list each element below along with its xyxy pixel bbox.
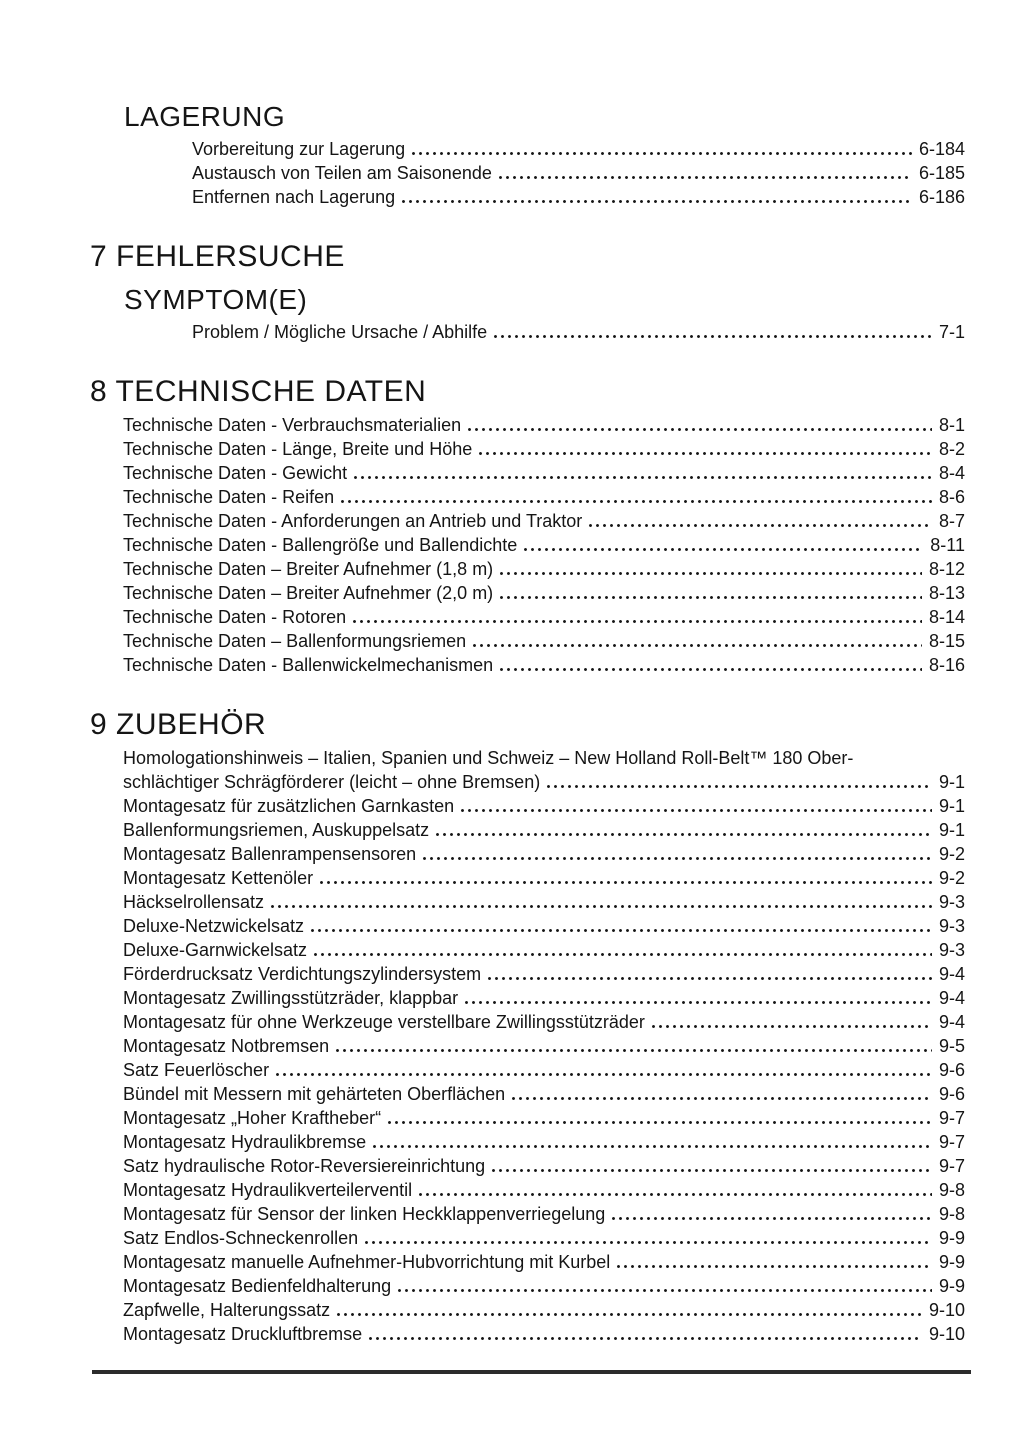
toc-entry-title: Montagesatz Kettenöler xyxy=(123,868,314,888)
leader-dots xyxy=(412,152,912,155)
page-number: 8-13 xyxy=(928,583,965,603)
page-number: 9-10 xyxy=(928,1324,965,1344)
toc-entry xyxy=(123,1274,965,1298)
toc-entry xyxy=(123,653,965,677)
page-number: 9-4 xyxy=(938,964,965,984)
leader-dots xyxy=(353,620,922,623)
toc-entry-title: Satz Endlos-Schneckenrollen xyxy=(123,1228,359,1248)
leader-dots xyxy=(320,881,932,884)
leader-dots xyxy=(419,1193,932,1196)
toc-entry xyxy=(123,986,965,1010)
toc-entry xyxy=(192,320,965,344)
toc-entry xyxy=(192,161,965,185)
page-number: 9-8 xyxy=(938,1180,965,1200)
chapter-heading: 9 ZUBEHÖR xyxy=(90,708,267,741)
toc-entry xyxy=(123,437,965,461)
toc-entry-title: Technische Daten - Rotoren xyxy=(123,607,347,627)
toc-entry xyxy=(123,581,965,605)
toc-entry xyxy=(123,413,965,437)
leader-dots xyxy=(436,833,932,836)
toc-entry-title: Bündel mit Messern mit gehärteten Oberflächen xyxy=(123,1084,506,1104)
leader-dots xyxy=(373,1145,932,1148)
toc-entry-title: Montagesatz Hydraulikverteilerventil xyxy=(123,1180,413,1200)
leader-dots xyxy=(337,1313,922,1316)
page-number: 9-9 xyxy=(938,1228,965,1248)
page-number: 8-6 xyxy=(938,487,965,507)
page-number: 8-15 xyxy=(928,631,965,651)
toc-entry xyxy=(123,1202,965,1226)
page-number: 8-4 xyxy=(938,463,965,483)
page-number: 9-5 xyxy=(938,1036,965,1056)
toc-entry-title: Häckselrollensatz xyxy=(123,892,265,912)
page-number: 9-4 xyxy=(938,1012,965,1032)
toc-entry-title: Austausch von Teilen am Saisonende xyxy=(192,163,492,183)
leader-dots xyxy=(512,1097,932,1100)
leader-dots xyxy=(465,1001,932,1004)
toc-entry xyxy=(123,770,965,794)
page-number: 9-1 xyxy=(938,772,965,792)
page-number: 9-3 xyxy=(938,892,965,912)
leader-dots xyxy=(479,452,932,455)
leader-dots xyxy=(589,524,932,527)
toc-entry-title: Technische Daten - Länge, Breite und Höhe xyxy=(123,439,473,459)
page-number: 9-6 xyxy=(938,1084,965,1104)
chapter-heading: 8 TECHNISCHE DATEN xyxy=(90,375,427,408)
toc-entry xyxy=(123,1178,965,1202)
page-number: 9-7 xyxy=(938,1108,965,1128)
toc-entry-title: Technische Daten - Verbrauchsmaterialien xyxy=(123,415,462,435)
leader-dots xyxy=(499,176,912,179)
toc-entry-title: Montagesatz Ballenrampensensoren xyxy=(123,844,417,864)
leader-dots xyxy=(369,1337,922,1340)
toc-entry-title: Montagesatz manuelle Aufnehmer-Hubvorrichtung mit Kurbel xyxy=(123,1252,611,1272)
page-number: 6-184 xyxy=(918,139,965,159)
page-number: 9-1 xyxy=(938,796,965,816)
page-number: 9-9 xyxy=(938,1252,965,1272)
page-number: 9-1 xyxy=(938,820,965,840)
toc-entry-title: Ballenformungsriemen, Auskuppelsatz xyxy=(123,820,430,840)
toc-entry xyxy=(123,1106,965,1130)
page-number: 8-2 xyxy=(938,439,965,459)
toc-entry-title: Technische Daten - Ballengröße und Ballendichte xyxy=(123,535,518,555)
page-number: 8-11 xyxy=(930,535,965,555)
leader-dots xyxy=(276,1073,932,1076)
toc-entry xyxy=(192,137,965,161)
toc-entry xyxy=(123,629,965,653)
toc-blocks xyxy=(0,100,1024,1346)
leader-dots xyxy=(500,596,922,599)
leader-dots xyxy=(402,200,912,203)
toc-entry xyxy=(123,485,965,509)
page-number: 9-3 xyxy=(938,916,965,936)
page-number: 9-7 xyxy=(938,1156,965,1176)
page-number: 8-14 xyxy=(928,607,965,627)
toc-entry-title: Technische Daten – Breiter Aufnehmer (1,8 m) xyxy=(123,559,494,579)
toc-entry-title: Vorbereitung zur Lagerung xyxy=(192,139,406,159)
toc-entry-title: Montagesatz Notbremsen xyxy=(123,1036,330,1056)
page-number: 6-186 xyxy=(918,187,965,207)
page-number: 9-9 xyxy=(938,1276,965,1296)
leader-dots xyxy=(524,548,923,551)
toc-entry-title: Homologationshinweis – Italien, Spanien und Schweiz – New Holland Roll-Belt™ 180 Ober- xyxy=(123,748,854,768)
toc-entry xyxy=(123,1034,965,1058)
page-number: 9-8 xyxy=(938,1204,965,1224)
toc-entry xyxy=(123,842,965,866)
toc-entry-title: Montagesatz „Hoher Kraftheber“ xyxy=(123,1108,382,1128)
toc-entry xyxy=(123,866,965,890)
toc-entry-title: Zapfwelle, Halterungssatz xyxy=(123,1300,331,1320)
toc-entry xyxy=(123,1130,965,1154)
toc-entry xyxy=(123,938,965,962)
section-heading: LAGERUNG xyxy=(124,101,286,132)
page-number: 9-4 xyxy=(938,988,965,1008)
leader-dots xyxy=(494,335,932,338)
toc-entry-title: Technische Daten - Anforderungen an Antrieb und Traktor xyxy=(123,511,583,531)
toc-entry-title: Technische Daten - Gewicht xyxy=(123,463,348,483)
toc-entry-title: Montagesatz für zusätzlichen Garnkasten xyxy=(123,796,455,816)
leader-dots xyxy=(652,1025,932,1028)
leader-dots xyxy=(388,1121,932,1124)
leader-dots xyxy=(398,1289,932,1292)
leader-dots xyxy=(311,929,932,932)
toc-entry-title: Technische Daten - Reifen xyxy=(123,487,335,507)
toc-entry xyxy=(123,1010,965,1034)
toc-entry-title: Montagesatz für Sensor der linken Heckklappenverriegelung xyxy=(123,1204,606,1224)
toc-entry xyxy=(123,914,965,938)
toc-entry xyxy=(123,794,965,818)
chapter-heading: 7 FEHLERSUCHE xyxy=(90,240,345,273)
leader-dots xyxy=(500,668,922,671)
toc-entry xyxy=(123,962,965,986)
leader-dots xyxy=(468,428,932,431)
leader-dots xyxy=(617,1265,932,1268)
toc-entry-title: Förderdrucksatz Verdichtungszylindersystem xyxy=(123,964,482,984)
leader-dots xyxy=(336,1049,932,1052)
leader-dots xyxy=(473,644,922,647)
leader-dots xyxy=(500,572,922,575)
toc-entry xyxy=(123,1298,965,1322)
toc-entry-title: Montagesatz Bedienfeldhalterung xyxy=(123,1276,392,1296)
page-number: 9-7 xyxy=(938,1132,965,1152)
page-number: 9-2 xyxy=(938,844,965,864)
leader-dots xyxy=(547,785,932,788)
toc-entry xyxy=(123,509,965,533)
leader-dots xyxy=(354,476,932,479)
page-number: 9-6 xyxy=(938,1060,965,1080)
toc-entry xyxy=(123,890,965,914)
toc-entry xyxy=(123,1322,965,1346)
toc-entry xyxy=(123,1058,965,1082)
toc-entry xyxy=(123,1082,965,1106)
toc-entry xyxy=(123,461,965,485)
page-number: 9-10 xyxy=(928,1300,965,1320)
toc-entry-title: Entfernen nach Lagerung xyxy=(192,187,396,207)
toc-entry-title: Problem / Mögliche Ursache / Abhilfe xyxy=(192,322,488,342)
toc-entry-title: Technische Daten - Ballenwickelmechanismen xyxy=(123,655,494,675)
toc-entry xyxy=(123,1226,965,1250)
toc-entry-title: Montagesatz Druckluftbremse xyxy=(123,1324,363,1344)
page-number: 9-3 xyxy=(938,940,965,960)
section-heading: SYMPTOM(E) xyxy=(124,284,308,315)
toc-entry-title: Montagesatz für ohne Werkzeuge verstellbare Zwillingsstützräder xyxy=(123,1012,645,1032)
page-number: 6-185 xyxy=(918,163,965,183)
toc-entry-title: Deluxe-Garnwickelsatz xyxy=(123,940,308,960)
page-number: 8-7 xyxy=(938,511,965,531)
toc-entry xyxy=(123,818,965,842)
toc-entry xyxy=(123,557,965,581)
leader-dots xyxy=(423,857,932,860)
leader-dots xyxy=(612,1217,932,1220)
leader-dots xyxy=(461,809,932,812)
page-number: 8-12 xyxy=(928,559,965,579)
toc-entry-title: Technische Daten – Ballenformungsriemen xyxy=(123,631,467,651)
toc-entry xyxy=(123,1250,965,1274)
toc-entry-title: schlächtiger Schrägförderer (leicht – ohne Bremsen) xyxy=(123,772,541,792)
leader-dots xyxy=(488,977,932,980)
toc-entry-title: Montagesatz Hydraulikbremse xyxy=(123,1132,367,1152)
toc-entry-title: Deluxe-Netzwickelsatz xyxy=(123,916,305,936)
bottom-rule xyxy=(92,1370,971,1374)
page-number: 8-1 xyxy=(938,415,965,435)
leader-dots xyxy=(314,953,932,956)
toc-entry xyxy=(192,185,965,209)
toc-entry-wrapped-line xyxy=(123,746,965,770)
toc-entry-title: Technische Daten – Breiter Aufnehmer (2,0 m) xyxy=(123,583,494,603)
page-number: 8-16 xyxy=(928,655,965,675)
page-number: 7-1 xyxy=(938,322,965,342)
leader-dots xyxy=(341,500,932,503)
page-number: 9-2 xyxy=(938,868,965,888)
toc-entry xyxy=(123,605,965,629)
toc-entry xyxy=(123,533,965,557)
leader-dots xyxy=(492,1169,932,1172)
toc-entry xyxy=(123,1154,965,1178)
toc-entry-title: Montagesatz Zwillingsstützräder, klappbar xyxy=(123,988,459,1008)
toc-entry-title: Satz hydraulische Rotor-Reversiereinrichtung xyxy=(123,1156,486,1176)
leader-dots xyxy=(271,905,932,908)
toc-entry-title: Satz Feuerlöscher xyxy=(123,1060,270,1080)
leader-dots xyxy=(365,1241,932,1244)
